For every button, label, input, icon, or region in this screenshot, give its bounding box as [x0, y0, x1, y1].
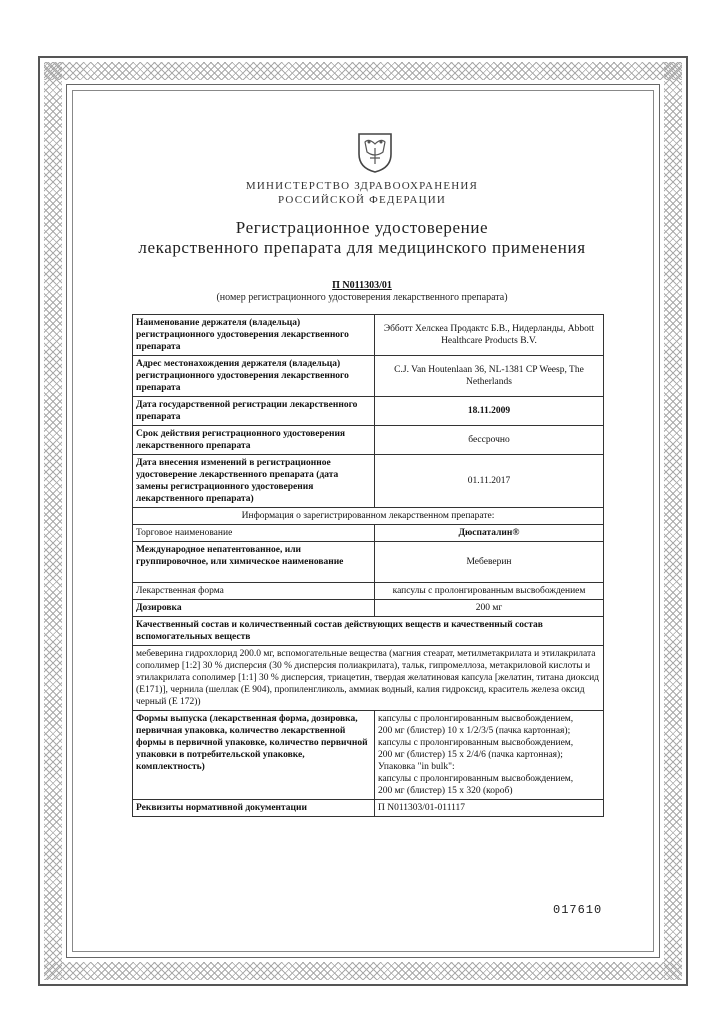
- holder-name-value: Эбботт Хелскеа Продактс Б.В., Нидерланды, Abbott Healthcare Products B.V.: [375, 315, 604, 356]
- trade-name-label: Торговое наименование: [133, 525, 375, 542]
- composition-text: мебеверина гидрохлорид 200.0 мг, вспомогательные вещества (магния стеарат, метилметакрилата и этилакрилата сополимер [1:2] 30 % дисперсия (30 % дисперсия полиакрилата), тальк, гипромеллоза, метакриловой кислоты и этилакрилата сополимер [1:1] 30 % дисперсия, триацетин, твердая желатиновая капсула [желатин, титана диоксид (E171)], чернила (шеллак (E 904), пропиленгликоль, аммиак водный, калия гидроксид, краситель железа оксид черный (E 172)): [133, 646, 604, 711]
- holder-address-value: C.J. Van Houtenlaan 36, NL-1381 CP Weesp, The Netherlands: [375, 356, 604, 397]
- document-title-line1: Регистрационное удостоверение: [235, 218, 489, 237]
- table-row: [133, 617, 604, 646]
- requisites-value: П N011303/01-011117: [375, 800, 604, 817]
- table-row: [133, 508, 604, 525]
- table-row: [133, 542, 604, 583]
- coat-of-arms-icon: [353, 128, 397, 174]
- table-row: [133, 800, 604, 817]
- table-row: [133, 315, 604, 356]
- table-row: [133, 356, 604, 397]
- composition-heading: Качественный состав и количественный состав действующих веществ и качественный состав вспомогательных веществ: [133, 617, 604, 646]
- document-title-line2: лекарственного препарата для медицинского применения: [138, 238, 586, 257]
- registration-number: П N011303/01: [332, 280, 392, 291]
- registration-number-caption: (номер регистрационного удостоверения лекарственного препарата): [216, 292, 508, 303]
- table-row: [133, 397, 604, 426]
- registration-date-label: Дата государственной регистрации лекарственного препарата: [133, 397, 375, 426]
- release-form-line: 200 мг (блистер) 15 x 2/4/6 (пачка картонная);: [378, 750, 563, 760]
- release-forms-label: Формы выпуска (лекарственная форма, дозировка, первичная упаковка, количество лекарственной формы в первичной упаковке, количество первичной упаковки в потребительской упаковке, комплектность): [133, 711, 375, 800]
- dosage-form-label: Лекарственная форма: [133, 583, 375, 600]
- holder-name-label: Наименование держателя (владельца) регистрационного удостоверения лекарственного препарата: [133, 315, 375, 356]
- ministry-name-line1: МИНИСТЕРСТВО ЗДРАВООХРАНЕНИЯ: [245, 180, 479, 192]
- registration-date-value: 18.11.2009: [375, 397, 604, 426]
- dosage-value: 200 мг: [375, 600, 604, 617]
- blank-serial-number: 017610: [553, 903, 603, 917]
- holder-address-label: Адрес местонахождения держателя (владельца) регистрационного удостоверения лекарственного препарата: [133, 356, 375, 397]
- change-date-label: Дата внесения изменений в регистрационное удостоверение лекарственного препарата (дата замены регистрационного удостоверения лекарственного препарата): [133, 455, 375, 508]
- table-row: [133, 455, 604, 508]
- release-form-line: 200 мг (блистер) 15 x 320 (короб): [378, 786, 513, 796]
- inn-value: Мебеверин: [375, 542, 604, 583]
- registration-details-table: [132, 314, 604, 817]
- trade-name-value: Дюспаталин®: [375, 525, 604, 542]
- validity-label: Срок действия регистрационного удостоверения лекарственного препарата: [133, 426, 375, 455]
- release-form-line: Упаковка "in bulk":: [378, 762, 455, 772]
- dosage-label: Дозировка: [133, 600, 375, 617]
- info-header: Информация о зарегистрированном лекарственном препарате:: [133, 508, 604, 525]
- table-row: [133, 600, 604, 617]
- release-form-line: 200 мг (блистер) 10 x 1/2/3/5 (пачка картонная);: [378, 726, 571, 736]
- requisites-label: Реквизиты нормативной документации: [133, 800, 375, 817]
- ministry-name-line2: РОССИЙСКОЙ ФЕДЕРАЦИИ: [277, 194, 447, 206]
- table-row: [133, 525, 604, 542]
- inn-label: Международное непатентованное, или группировочное, или химическое наименование: [133, 542, 375, 583]
- table-row: [133, 646, 604, 711]
- dosage-form-value: капсулы с пролонгированным высвобождением: [375, 583, 604, 600]
- release-form-line: капсулы с пролонгированным высвобождением,: [378, 714, 574, 724]
- table-row: [133, 426, 604, 455]
- release-form-line: капсулы с пролонгированным высвобождением,: [378, 738, 574, 748]
- validity-value: бессрочно: [375, 426, 604, 455]
- table-row: [133, 583, 604, 600]
- release-forms-value: [375, 711, 604, 800]
- release-form-line: капсулы с пролонгированным высвобождением,: [378, 774, 574, 784]
- table-row: [133, 711, 604, 800]
- change-date-value: 01.11.2017: [375, 455, 604, 508]
